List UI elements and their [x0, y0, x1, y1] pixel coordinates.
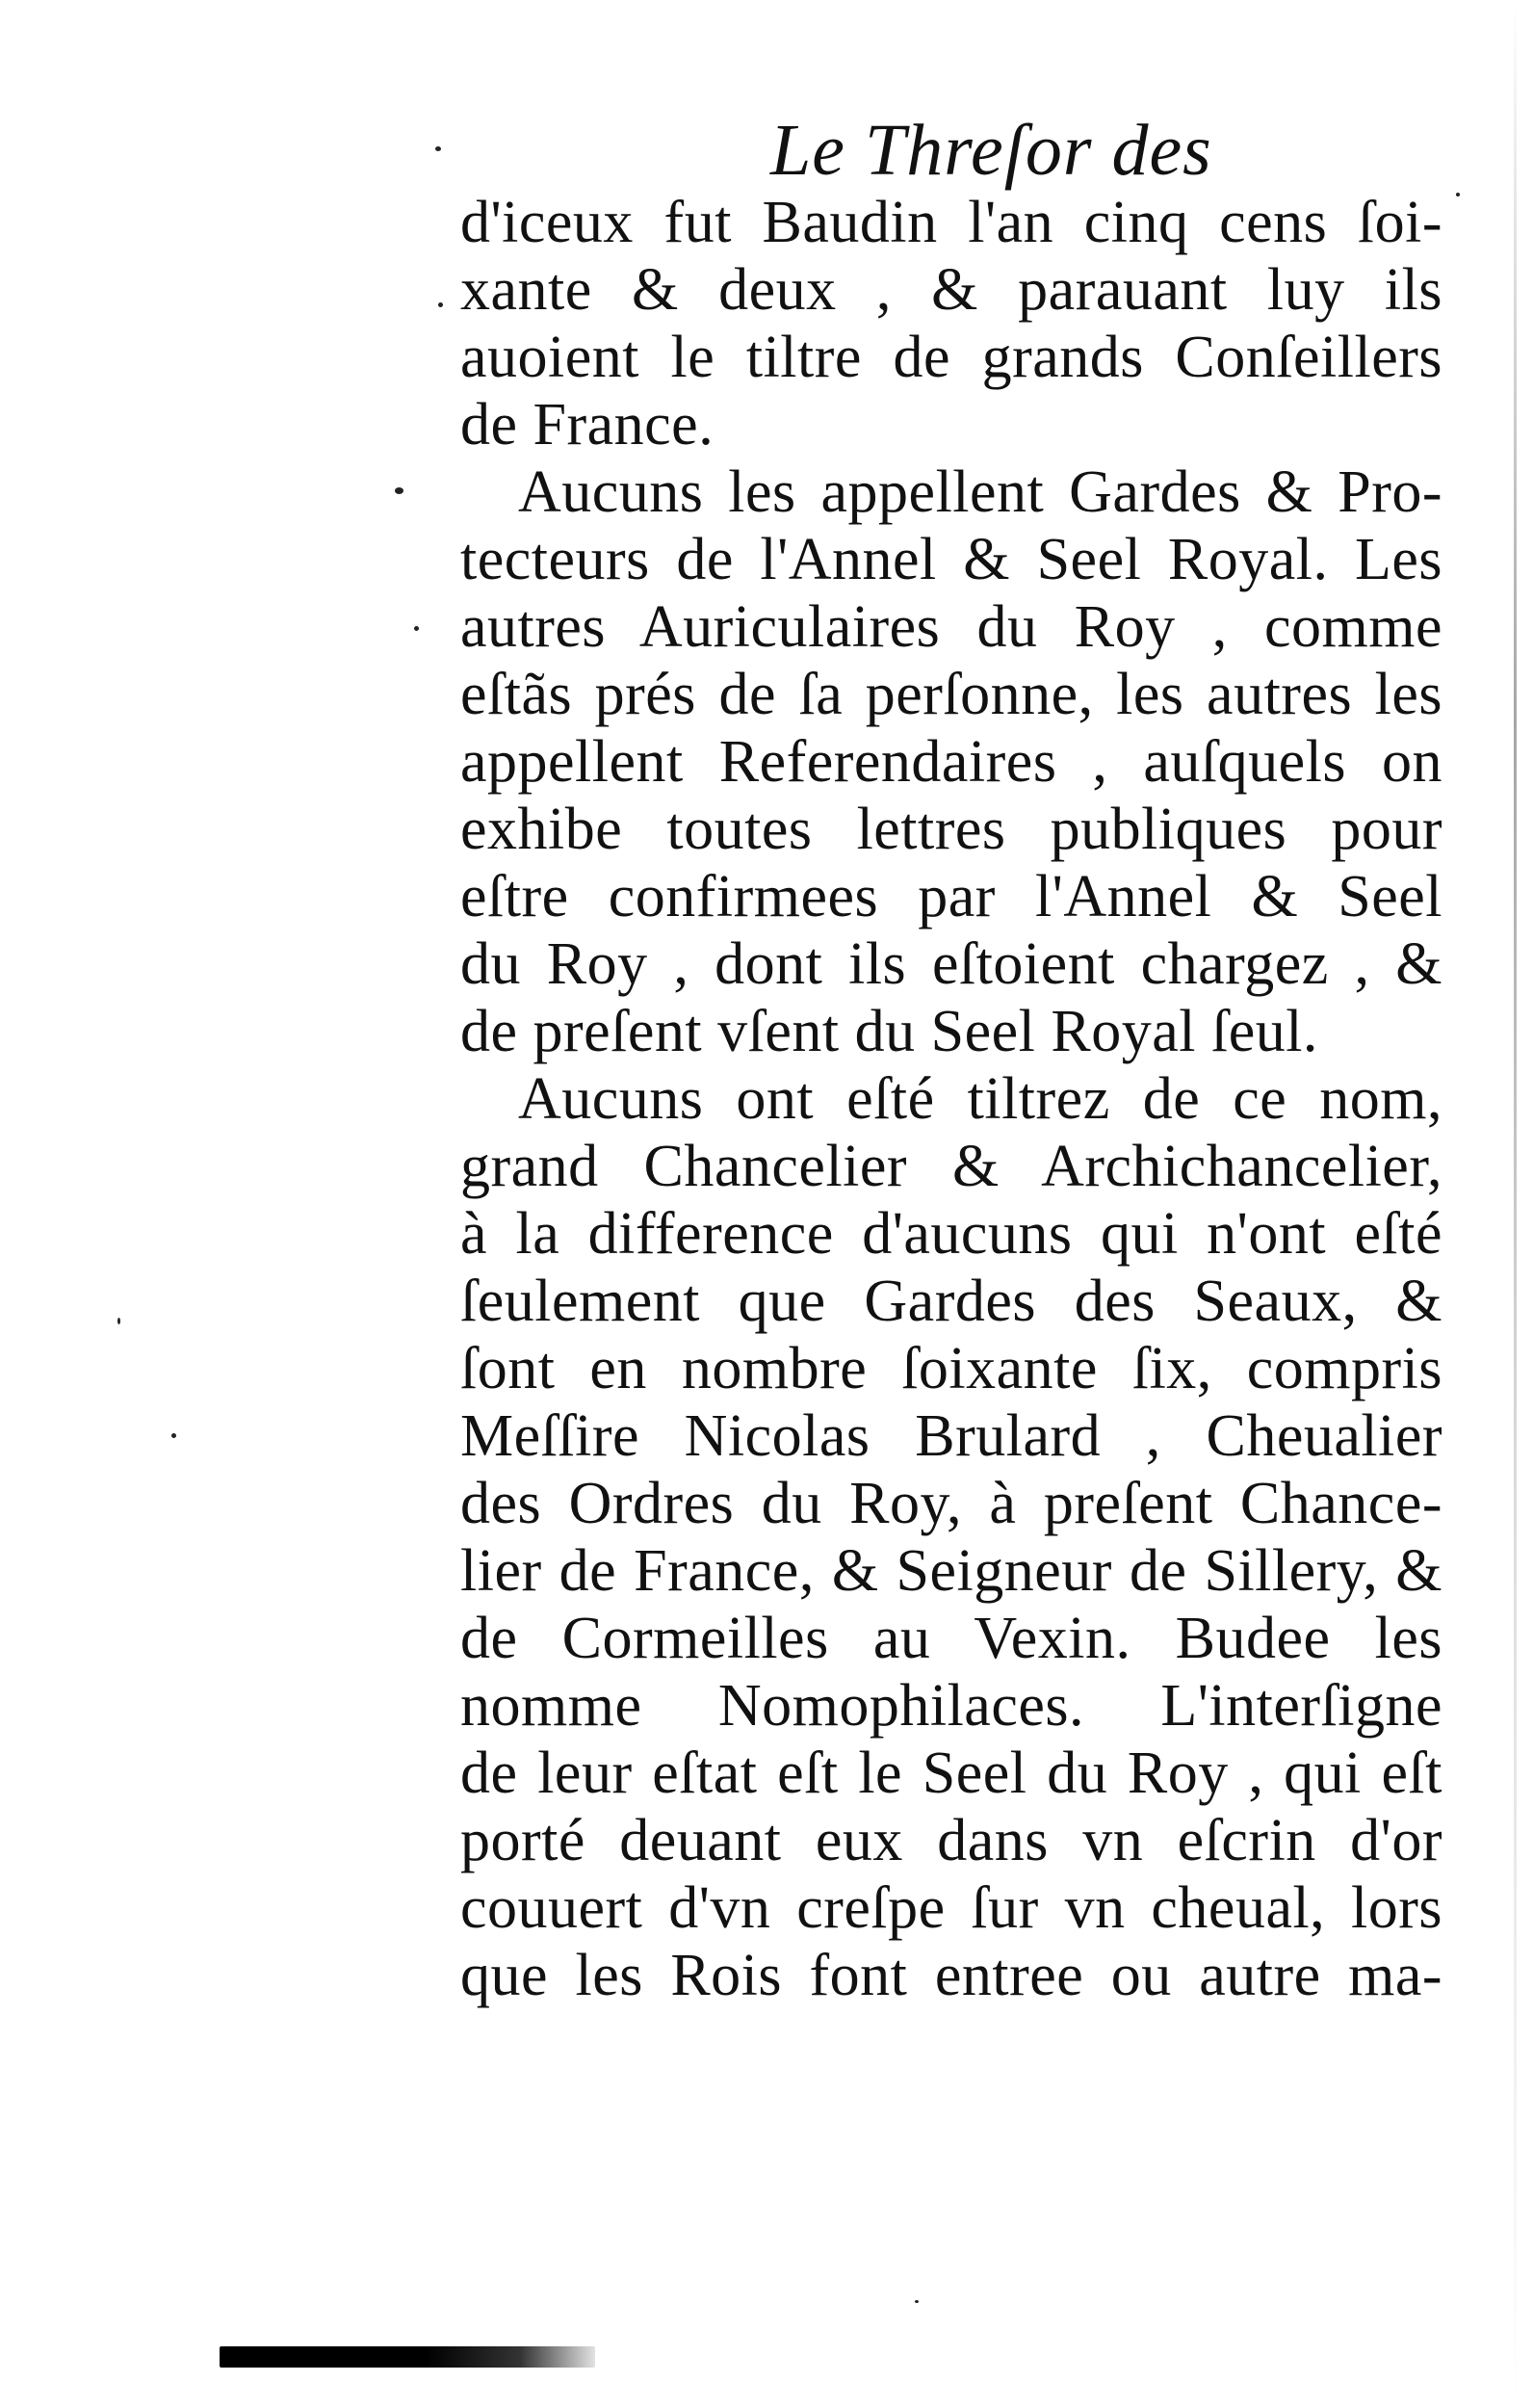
scan-speck	[915, 2300, 919, 2303]
text-line: ſeulement que Gardes des Seaux, &	[460, 1269, 1442, 1334]
scan-speck	[435, 146, 441, 151]
text-line: eſtre confirmees par l'Annel & Seel	[460, 864, 1442, 929]
text-line: lier de France, & Seigneur de Sillery, &	[460, 1538, 1442, 1604]
text-line: exhibe toutes lettres publiques pour	[460, 797, 1442, 862]
text-line: d'iceux fut Baudin l'an cinq cens ſoi-	[460, 190, 1442, 255]
text-line: porté deuant eux dans vn eſcrin d'or	[460, 1808, 1442, 1873]
text-line: eſtãs prés de ſa perſonne, les autres les	[460, 662, 1442, 727]
scan-speck	[1456, 193, 1460, 196]
text-line: de leur eſtat eſt le Seel du Roy , qui eſt	[460, 1741, 1442, 1806]
text-line: Meſſire Nicolas Brulard , Cheualier	[460, 1403, 1442, 1469]
scan-shadow-bar	[220, 2346, 595, 2368]
scan-speck	[395, 487, 403, 494]
text-line: autres Auriculaires du Roy , comme	[460, 594, 1442, 660]
text-line: auoient le tiltre de grands Conſeillers	[460, 325, 1442, 390]
text-line: de preſent vſent du Seel Royal ſeul.	[460, 999, 1318, 1064]
text-line: de Cormeilles au Vexin. Budee les	[460, 1606, 1442, 1671]
text-line: de France.	[460, 392, 715, 458]
page-edge-shadow	[1514, 0, 1517, 2408]
scan-speck	[117, 1318, 120, 1324]
text-line: appellent Referendaires , auſquels on	[460, 729, 1442, 795]
text-line: tecteurs de l'Annel & Seel Royal. Les	[460, 527, 1442, 592]
text-line: que les Rois font entree ou autre ma-	[460, 1943, 1442, 2008]
text-line: grand Chancelier & Archichancelier,	[460, 1134, 1442, 1199]
text-line: nomme Nomophilaces. L'interſigne	[460, 1673, 1442, 1739]
text-line: du Roy , dont ils eſtoient chargez , &	[460, 931, 1442, 997]
text-line: ſont en nombre ſoixante ſix, compris	[460, 1336, 1442, 1401]
running-head: Le Threſor des	[770, 110, 1212, 191]
scan-speck	[414, 626, 419, 631]
text-line: des Ordres du Roy, à preſent Chance-	[460, 1471, 1442, 1536]
text-line: à la difference d'aucuns qui n'ont eſté	[460, 1201, 1442, 1267]
paragraph-start-line: Aucuns ont eſté tiltrez de ce nom,	[518, 1066, 1442, 1132]
body-text	[460, 189, 1442, 2009]
text-line: xante & deux , & parauant luy ils	[460, 257, 1442, 323]
scan-speck	[171, 1433, 176, 1438]
scan-speck	[438, 302, 443, 307]
text-line: couuert d'vn creſpe ſur vn cheual, lors	[460, 1875, 1442, 1941]
paragraph-start-line: Aucuns les appellent Gardes & Pro-	[518, 459, 1442, 525]
